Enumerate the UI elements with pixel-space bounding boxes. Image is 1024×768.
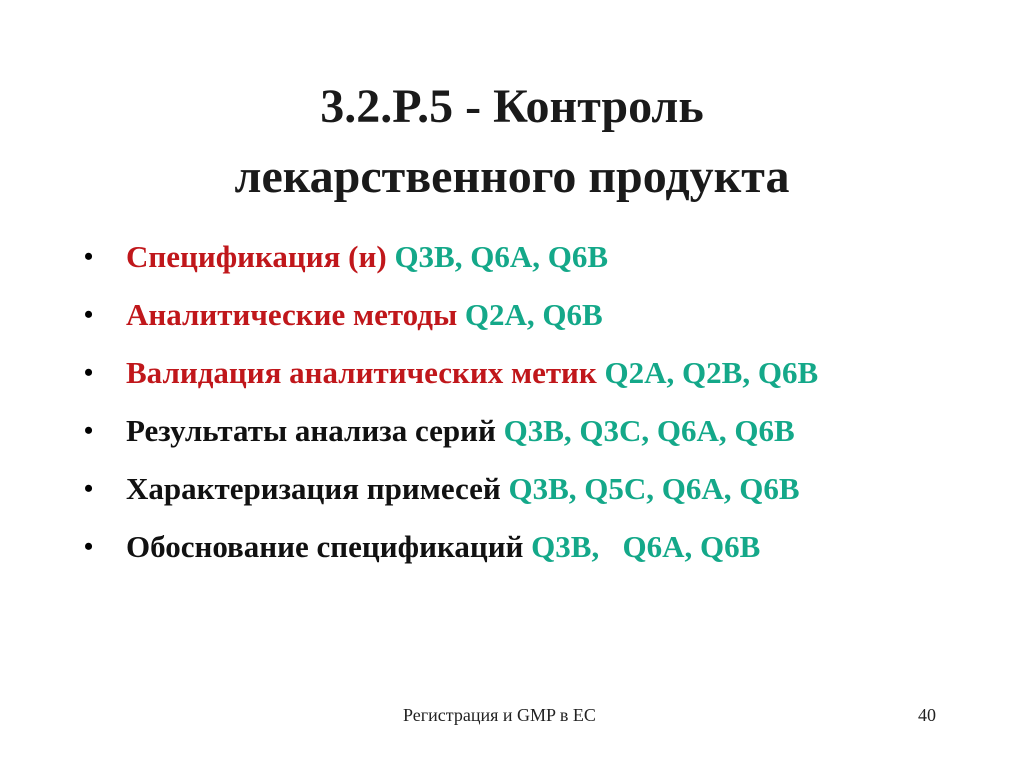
item-codes: Q2A, Q2B, Q6B [604,355,819,390]
item-codes: Q3B, Q6A, Q6B [531,529,761,564]
bullet-icon: • [84,474,94,503]
list-item [84,228,609,286]
list-item-text [126,286,603,344]
list-item [84,286,603,344]
bullet-icon: • [84,358,94,387]
item-codes: Q2A, Q6B [464,297,603,332]
item-lead: Аналитические методы [126,297,458,332]
bullet-list [84,228,819,576]
list-item [84,344,819,402]
item-lead: Валидация аналитических метик [126,355,597,390]
list-item-text [126,460,800,518]
list-item-text [126,518,760,576]
list-item [84,460,800,518]
bullet-icon: • [84,416,94,445]
item-codes: Q3B, Q3C, Q6A, Q6B [503,413,795,448]
list-item [84,402,795,460]
list-item-text [126,402,795,460]
footer-text: Регистрация и GMP в ЕС [403,705,596,725]
page-number: 40 [918,705,936,725]
list-item [84,518,761,576]
slide-title-line-2: лекарственного продукта [234,150,790,203]
bullet-icon: • [84,300,94,329]
bullet-icon: • [84,242,94,271]
slide-title [0,72,1024,212]
slide-title-line-1: 3.2.P.5 - Контроль [320,80,704,133]
bullet-icon: • [84,532,94,561]
list-item-text [126,228,608,286]
item-lead: Характеризация примесей [126,471,501,506]
item-lead: Спецификация (и) [126,239,387,274]
item-codes: Q3B, Q6A, Q6B [394,239,609,274]
item-lead: Обоснование спецификаций [126,529,524,564]
item-codes: Q3B, Q5C, Q6A, Q6B [508,471,800,506]
list-item-text [126,344,818,402]
item-lead: Результаты анализа серий [126,413,496,448]
